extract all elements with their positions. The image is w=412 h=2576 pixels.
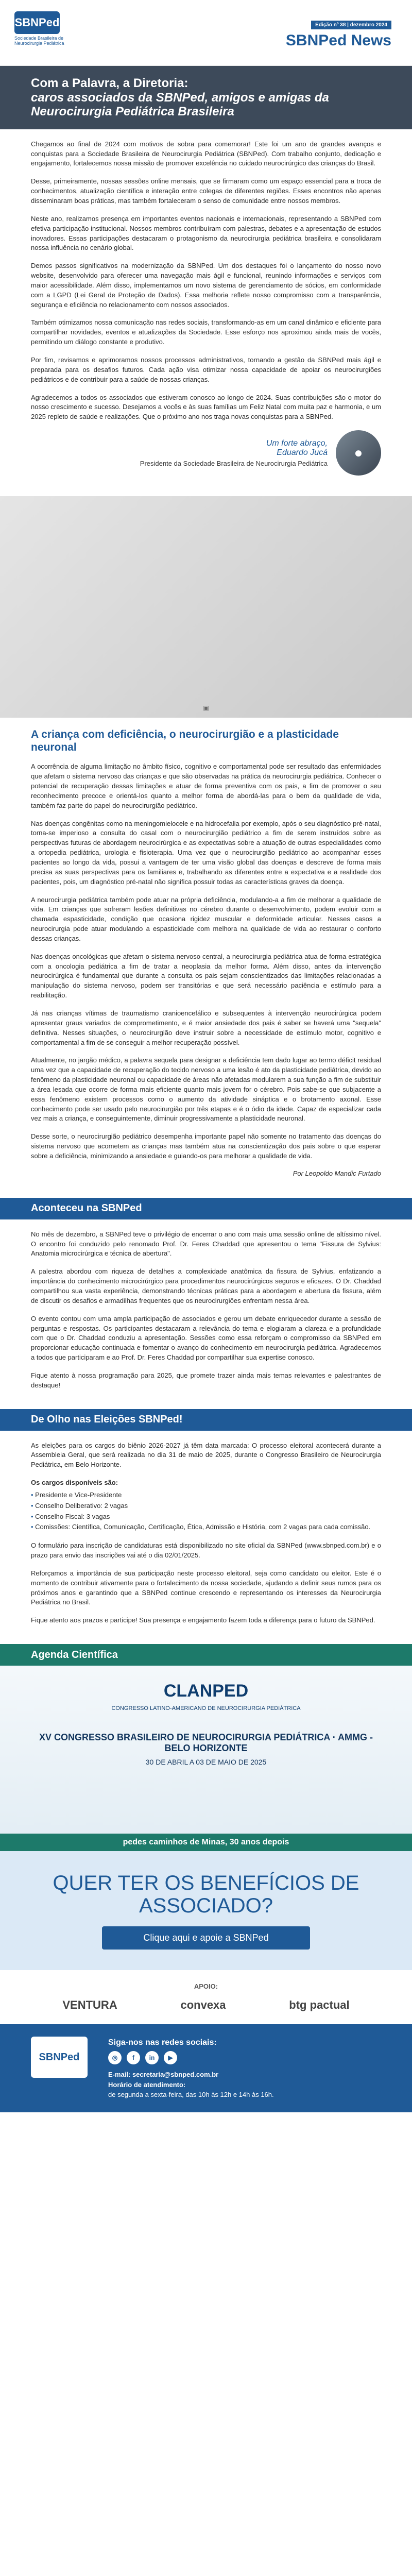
letter-paragraph: Neste ano, realizamos presença em importantes eventos nacionais e internacionais, representando a SBNPed com efetiva participação institucional. Nossos membros contribuíram com palestras, debates e a apresentação de estudos inovadores. Essas participações destacaram o protagonismo da neurocirurgia pediátrica brasileira e consolidaram nossa influência no cenário global.	[31, 214, 381, 252]
elections-section	[0, 1431, 412, 1644]
support-button[interactable]: Clique aqui e apoie a SBNPed	[102, 1926, 310, 1950]
list-item: • Presidente e Vice-Presidente	[31, 1490, 381, 1501]
signature-text	[140, 439, 328, 467]
signature-block	[31, 430, 381, 476]
social-links	[108, 2051, 274, 2064]
instagram-icon[interactable]: ◎	[108, 2051, 122, 2064]
signature-name: Eduardo Jucá	[277, 448, 328, 457]
article-paragraph: A ocorrência de alguma limitação no âmbito físico, cognitivo e comportamental pode ser resultado das enfermidades que afetam o sistema nervoso das crianças e que são observadas na prática da neurocirurgia pediátrica. Conhecer o potencial de recuperação dessas limitações e atuar de forma preventiva com os pais, a fim de promover o seu reconhecimento precoce e orientá-los quanto a melhor forma de abordá-las para o bem da qualidade de vida, também faz parte do papel do neurocirurgião pediátrico.	[31, 762, 381, 809]
elections-paragraph: O formulário para inscrição de candidaturas está disponibilizado no site oficial da SBNPed (www.sbnped.com.br) e o prazo para envio das inscrições vai até o dia 02/01/2025.	[31, 1541, 381, 1559]
congress-banner[interactable]	[0, 1666, 412, 1851]
footer-hours-label: Horário de atendimento:	[108, 2080, 186, 2089]
header	[0, 0, 412, 66]
letter-paragraph: Chegamos ao final de 2024 com motivos de sobra para comemorar! Este foi um ano de grandes avanços e conquistas para a Sociedade Brasileira de Neurocirurgia Pediátrica (SBNPed). Com trabalho conjunto, dedicação e engajamento, fortalecemos nossa missão de promover excelência no cuidado neurocirúrgico das crianças do Brasil.	[31, 140, 381, 167]
sponsors-section	[0, 1970, 412, 2024]
article-title: A criança com deficiência, o neurocirurgião e a plasticidade neuronal	[31, 728, 339, 754]
signature-intro: Um forte abraço,	[266, 438, 328, 448]
footer-hours: de segunda a sexta-feira, das 10h às 12h e 14h às 16h.	[108, 2091, 274, 2099]
news-paragraph: A palestra abordou com riqueza de detalhes a complexidade anatômica da fissura de Sylvius, enfatizando a importância do conhecimento microcirúrgico para procedimentos neurocirúrgicos seguros e eficazes. O Dr. Chaddad compartilhou sua vasta experiência, demonstrando técnicas práticas para a abordagem e abertura da fissura, além de discutir os desafios e armadilhas frequentes que os neurocirurgiões enfrentam nessa área.	[31, 1267, 381, 1304]
news-paragraph: Fique atento à nossa programação para 2025, que promete trazer ainda mais temas relevantes e palestrantes de destaque!	[31, 1371, 381, 1389]
article-paragraph: Nas doenças congênitas como na meningomielocele e na hidrocefalia por exemplo, após o seu diagnóstico pré-natal, torna-se imperioso a consulta do casal com o neurocirurgião pediátrico a fim de serem instruídos sobre as perspectivas futuras de abordagem neurocirúrgica e as expectativas sobre a atuação de outras especialidades como a ortopedia pediátrica, urologia e fisioterapia. Uma vez que o neurocirurgião pediátrico ao acompanhar esses pacientes ao longo da vida, possui a vantagem de ter uma visão global das doenças e descreve de forma mais precisa as suas perspectivas para os familiares e, trabalhando as diferentes entre a expectativa e a realidade dos pacientes, pois, um diagnóstico pré-natal não significa possuir todas as características graves da doença.	[31, 819, 381, 886]
article-section	[0, 718, 412, 1198]
elections-paragraph: Reforçamos a importância de sua participação neste processo eleitoral, seja como candidato ou eleitor. Este é o momento de contribuir ativamente para o fortalecimento da nossa sociedade, ajudando a definir seus rumos para os próximos anos e garantindo que a SBNPed continue crescendo e representando os interesses da Neurocirurgia Pediátrica no Brasil.	[31, 1569, 381, 1606]
article-paragraph: Atualmente, no jargão médico, a palavra sequela para designar a deficiência tem dado lugar ao termo déficit residual uma vez que a capacidade de recuperação do tecido nervoso a uma lesão é ato da plasticidade pediátrica, devido ao fenômeno da plasticidade neuronal ou capacidade de áreas não afetadas modularem a sua função a fim de substituir a área lesada que ocorre de forma mais eficiente quanto mais jovem for o cérebro. Pois sabe-se que subjacente a essa fenômeno existem processos como o aumento da atividade sináptica e o brotamento axonal. Esse conhecimento pode ser usado pelo neurocirurgião por três etapas e é o ódio da idade. Capaz de especializar cada vez mais a criança, e conseguintemente, diminuir progressivamente a plasticidade neuronal.	[31, 1056, 381, 1123]
signature-role: Presidente da Sociedade Brasileira de Neurocirurgia Pediátrica	[140, 459, 328, 467]
letter-section	[0, 129, 412, 496]
positions-list	[31, 1490, 381, 1533]
footer-logo[interactable]: SBNPed	[31, 2037, 88, 2078]
clanped-tagline: CONGRESSO LATINO-AMERICANO DE NEUROCIRURGIA PEDIÁTRICA	[111, 1705, 301, 1712]
article-paragraph: Desse sorte, o neurocirurgião pediátrico desempenha importante papel não somente no tratamento das doenças do sistema nervoso que acometem as crianças mas também atua na conscientização dos pais sobre o que esperar sobre a deficiência, minimizando a ansiedade e guiando-os para melhorar a qualidade de vida.	[31, 1132, 381, 1160]
footer-contact	[108, 2037, 274, 2100]
elections-section-title: De Olho nas Eleições SBNPed!	[0, 1409, 412, 1431]
list-item: • Comissões: Científica, Comunicação, Certificação, Ética, Admissão e História, com 2 vagas para cada comissão.	[31, 1522, 381, 1533]
youtube-icon[interactable]: ▶	[164, 2051, 177, 2064]
news-section	[0, 1219, 412, 1409]
letter-paragraph: Por fim, revisamos e aprimoramos nossos processos administrativos, tornando a gestão da SBNPed mais ágil e preparada para os desafios futuros. Cada ação visa otimizar nossa capacidade de apoiar os neurocirurgiões pediátricos e de contribuir para a saúde de nossas crianças.	[31, 355, 381, 383]
edition-badge: Edição nº 38 | dezembro 2024	[311, 21, 391, 29]
intro-title-italic: caros associados da SBNPed, amigos e amigas da Neurocirurgia Pediátrica Brasileira	[31, 90, 329, 119]
logo-subtitle: Sociedade Brasileira de Neurocirurgia Pediátrica	[14, 36, 64, 46]
cta-title: QUER TER OS BENEFÍCIOS DE ASSOCIADO?	[53, 1872, 359, 1918]
social-label: Siga-nos nas redes sociais:	[108, 2038, 217, 2047]
newsletter-title: SBNPed News	[285, 32, 391, 49]
person-icon: ●	[336, 430, 381, 476]
congress-dates: 30 DE ABRIL A 03 DE MAIO DE 2025	[145, 1758, 267, 1767]
intro-title	[31, 76, 381, 119]
article-paragraph: A neurocirurgia pediátrica também pode atuar na própria deficiência, modulando-a a fim de melhorar a qualidade de vida. Em crianças que sofreram lesões definitivas no cérebro durante o desenvolvimento, podem evoluir com a chamada espasticidade, condição que ocasiona rigidez muscular e deformidade articular. Nesses casos a neurocirurgia pode atuar modulando a espasticidade com melhora na qualidade de vida ao restaurar o conforto dessas crianças.	[31, 895, 381, 942]
letter-paragraph: Demos passos significativos na modernização da SBNPed. Um dos destaques foi o lançamento do nosso novo website, desenvolvido para oferecer uma navegação mais ágil e funcional, reunindo informações e serviços com maior acessibilidade. Além disso, implementamos um novo sistema de gerenciamento de sócios, em conformidade com a LGPD (Lei Geral de Proteção de Dados). Essa melhoria reflete nosso compromisso com a transparência, segurança e eficiência no relacionamento com nossos associados.	[31, 262, 381, 309]
image-icon: ▣	[203, 704, 209, 712]
linkedin-icon[interactable]: in	[145, 2051, 159, 2064]
letter-paragraph: Também otimizamos nossa comunicação nas redes sociais, transformando-as em um canal dinâmico e eficiente para compartilhar novidades, eventos e atualizações da Sociedade. Esse esforço nos aproximou ainda mais de vocês, permitindo um diálogo constante e produtivo.	[31, 318, 381, 346]
list-item: • Conselho Deliberativo: 2 vagas	[31, 1501, 381, 1512]
article-author: Por Leopoldo Mandic Furtado	[293, 1169, 381, 1177]
sponsors-label: APOIO:	[194, 1982, 218, 1991]
intro-title-prefix: Com a Palavra, a Diretoria:	[31, 76, 188, 90]
article-paragraph: Já nas crianças vítimas de traumatismo cranioencefálico e subsequentes à intervenção neurocirúrgica podem apresentar graus variados de comprometimento, e é maior ansiedade dos pais é saber se haverá uma "sequela" definitiva. Nesses situações, o neurocirurgião deve instruir sobre a necessidade de estímulo motor, cognitivo e comportamental a fim de se conseguir a melhor recuperação possível.	[31, 1009, 381, 1046]
elections-paragraph: As eleições para os cargos do biênio 2026-2027 já têm data marcada: O processo eleitoral acontecerá durante a Assembleia Geral, que será realizada no dia 31 de maio de 2025, durante o Congresso Brasileiro de Neurocirurgia Pediátrica, em Belo Horizonte.	[31, 1441, 381, 1469]
intro-banner	[0, 66, 412, 129]
elections-list-title: Os cargos disponíveis são:	[31, 1479, 118, 1487]
membership-cta	[0, 1851, 412, 1970]
news-section-title: Aconteceu na SBNPed	[0, 1198, 412, 1219]
sponsor-logo[interactable]: convexa	[180, 1998, 226, 2012]
sponsor-logo[interactable]: btg pactual	[289, 1998, 350, 2012]
congress-title: XV CONGRESSO BRASILEIRO DE NEUROCIRURGIA PEDIÁTRICA · AMMG - BELO HORIZONTE	[39, 1732, 373, 1754]
news-paragraph: O evento contou com uma ampla participação de associados e gerou um debate enriquecedor durante a sessão de perguntas e respostas. Os participantes destacaram a relevância do tema e elogiaram a clareza e a profundidade com que o Dr. Chaddad conduziu a apresentação. Sessões como essa reforçam o compromisso da SBNPed em proporcionar educação continuada e fomentar o avanço do conhecimento em neurocirurgia pediátrica. Agradecemos a todos que participaram e ao Prof. Dr. Feres Chaddad por compartilhar sua expertise conosco.	[31, 1314, 381, 1362]
list-item: • Conselho Fiscal: 3 vagas	[31, 1512, 381, 1522]
sponsors-row	[31, 1998, 381, 2012]
clanped-logo: CLANPED	[163, 1681, 249, 1701]
elections-paragraph: Fique atento aos prazos e participe! Sua presença e engajamento fazem toda a diferença para o futuro da SBNPed.	[31, 1616, 375, 1624]
sbnped-logo[interactable]	[14, 11, 71, 55]
footer-email[interactable]: E-mail: secretaria@sbnped.com.br	[108, 2071, 219, 2079]
letter-paragraph: Desse, primeiramente, nossas sessões online mensais, que se firmaram como um espaço essencial para a troca de conhecimentos, atualização científica e interação entre colegas de diferentes regiões. Esses encontros não apenas disseminaram boas práticas, mas também fortaleceram o senso de comunidade entre nossos membros.	[31, 177, 381, 205]
facebook-icon[interactable]: f	[127, 2051, 140, 2064]
logo-mark: SBNPed	[14, 11, 60, 34]
congress-strip: pedes caminhos de Minas, 30 anos depois	[0, 1834, 412, 1851]
sponsor-logo[interactable]: VENTURA	[62, 1998, 117, 2012]
agenda-section-title: Agenda Científica	[0, 1644, 412, 1666]
hero-image	[0, 496, 412, 718]
news-paragraph: No mês de dezembro, a SBNPed teve o privilégio de encerrar o ano com mais uma sessão online de altíssimo nível. O encontro foi conduzido pelo renomado Prof. Dr. Feres Chaddad que apresentou o tema "Fissura de Sylvius: Anatomia microcirúrgica e técnica de abertura".	[31, 1230, 381, 1258]
letter-paragraph: Agradecemos a todos os associados que estiveram conosco ao longo de 2024. Suas contribuições são o motor do nosso crescimento e sucesso. Desejamos a vocês e às suas famílias um Feliz Natal com muita paz e harmonia, e um 2025 repleto de saúde e realizações. Que o próximo ano nos traga novas conquistas para a SBNPed.	[31, 393, 381, 421]
article-paragraph: Nas doenças oncológicas que afetam o sistema nervoso central, a neurocirurgia pediátrica atua de forma estratégica com a oncologia pediátrica a fim de tratar a neoplasia da melhor forma. Além disso, antes da intervenção neurocirúrgica é fundamental que durante a consulta os pais sejam conscientizados das limitações relacionadas a manipulação do sistema nervoso, podem ser transitórias e que será necessário paciência e estímulo para a reabilitação.	[31, 952, 381, 999]
footer	[0, 2024, 412, 2112]
